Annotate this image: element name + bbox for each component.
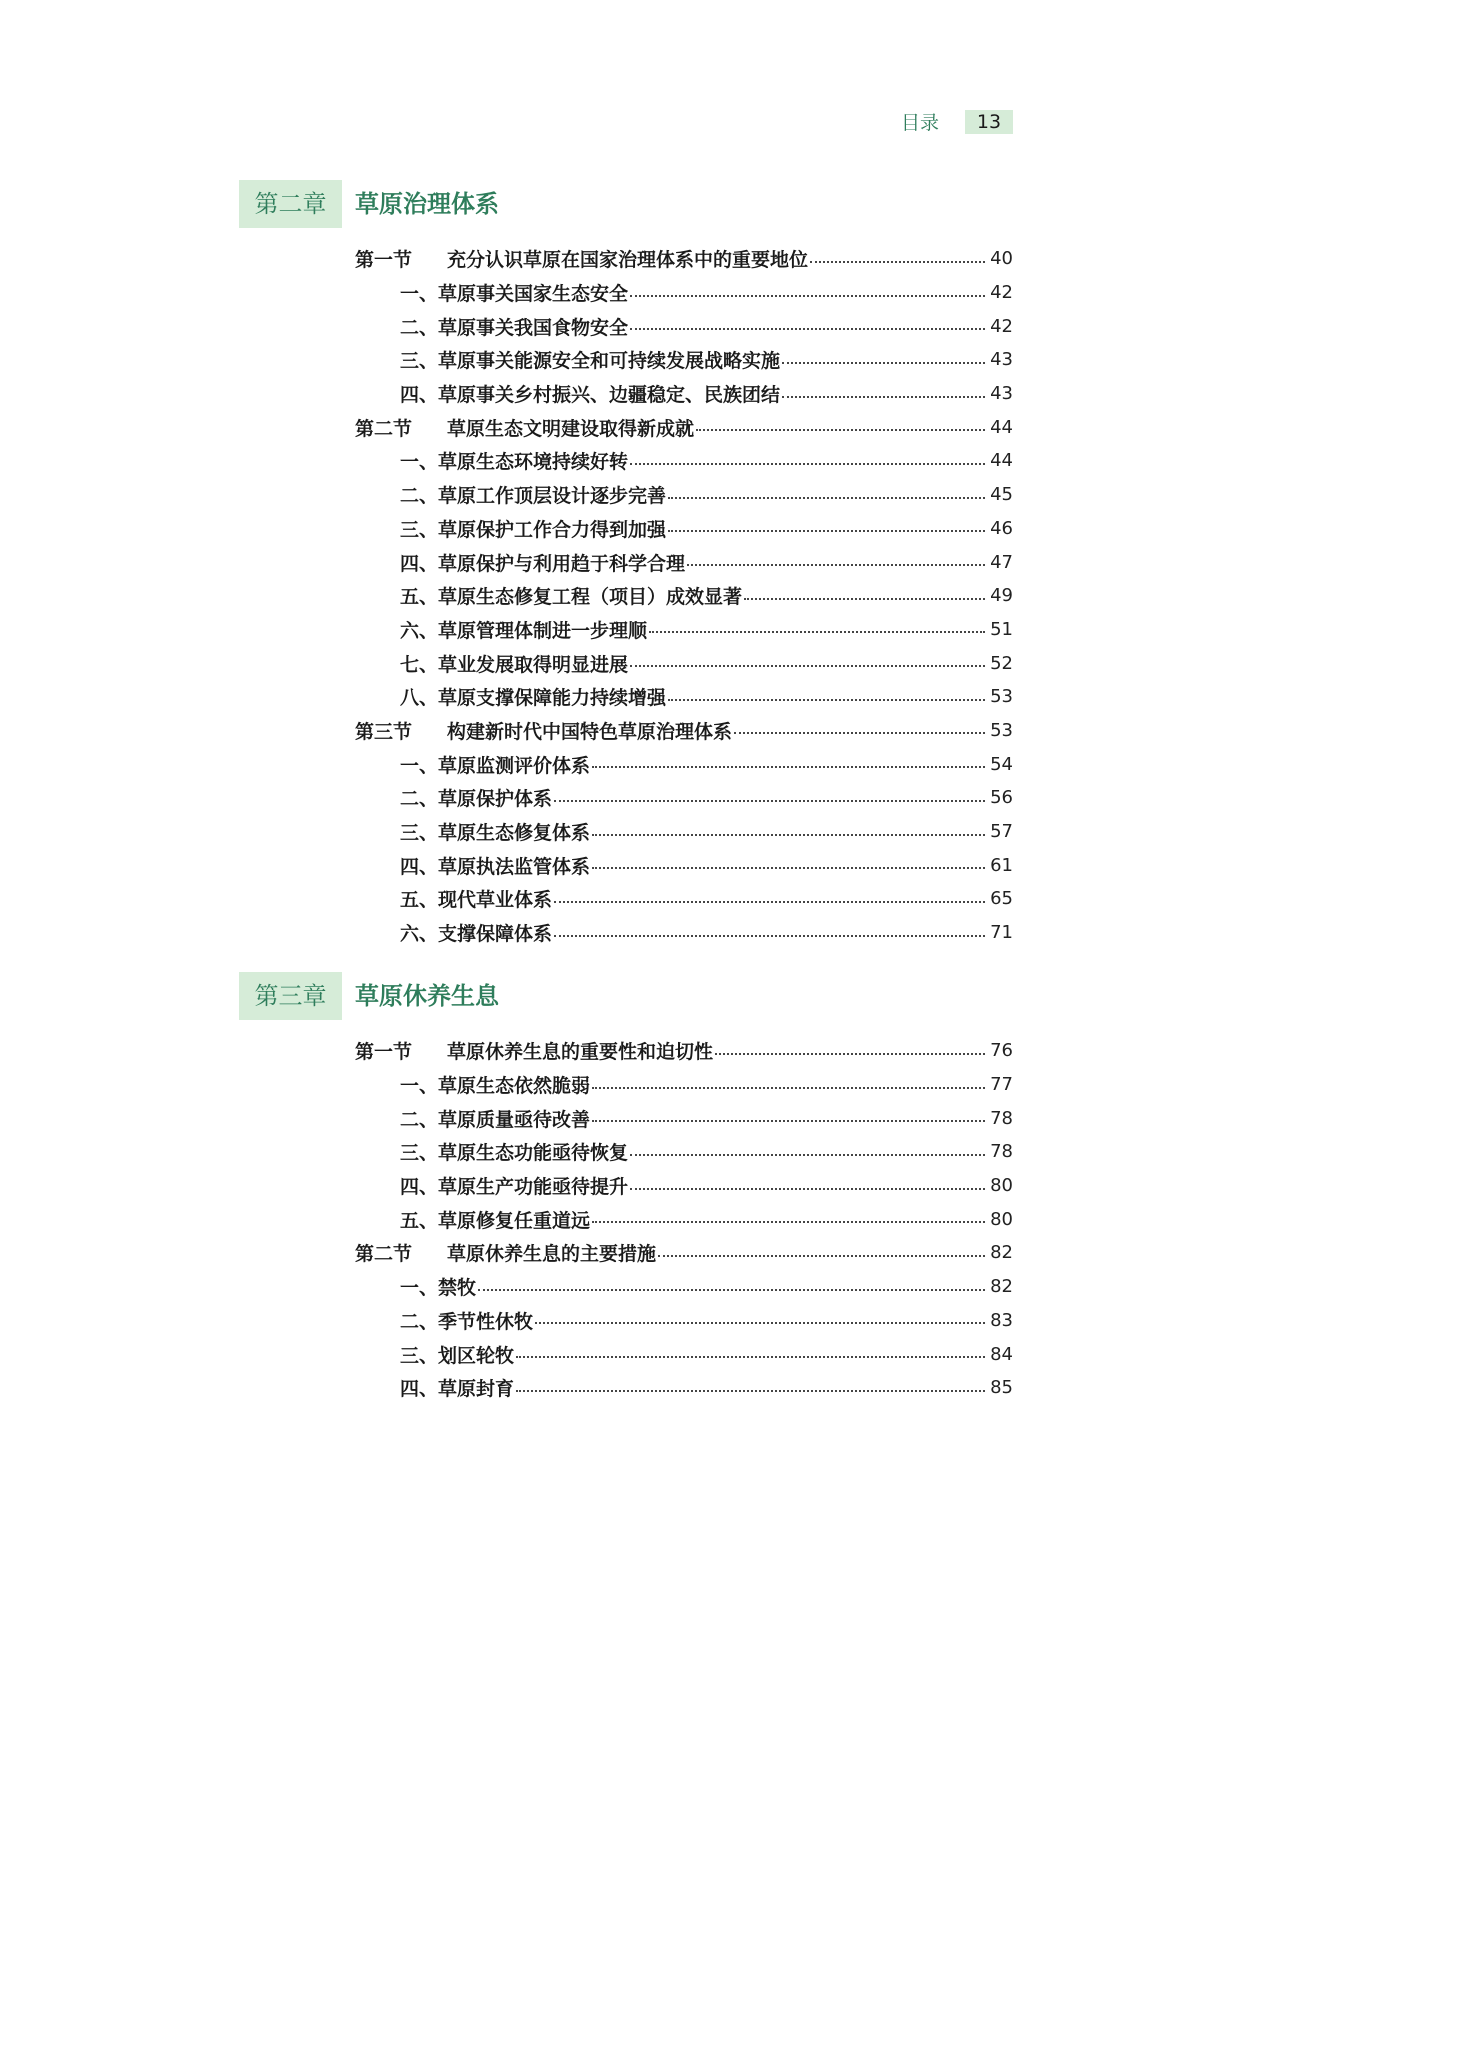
toc-entry-text: [355, 1037, 713, 1064]
subsection-title: 四、草原封育: [400, 1378, 515, 1401]
toc-subsection-row[interactable]: [0, 815, 1103, 849]
toc-entry-text: [400, 515, 666, 542]
running-head-label: 目录: [900, 112, 939, 134]
subsection-title: 二、草原工作顶层设计逐步完善: [400, 485, 667, 508]
dot-leader: [734, 732, 985, 734]
toc-page-number: 84: [990, 1343, 1013, 1365]
dot-leader: [592, 834, 985, 836]
section-label: 第三节: [355, 720, 413, 743]
dot-leader: [782, 396, 985, 398]
toc-subsection-row[interactable]: [0, 646, 1103, 680]
dot-leader: [630, 1188, 985, 1190]
toc-page-number: 43: [990, 383, 1013, 405]
dot-leader: [696, 429, 985, 431]
dot-leader: [630, 665, 985, 667]
subsection-title: 四、草原保护与利用趋于科学合理: [400, 552, 686, 575]
section-title: 草原生态文明建设取得新成就: [447, 417, 695, 440]
subsection-title: 六、草原管理体制进一步理顺: [400, 619, 648, 642]
dot-leader: [630, 328, 985, 330]
dot-leader: [554, 901, 985, 903]
dot-leader: [630, 295, 985, 297]
toc-entry-text: [400, 818, 590, 845]
toc-entry-text: [355, 245, 808, 272]
toc-page-number: 43: [990, 349, 1013, 371]
chapter-number: 第二章: [239, 180, 342, 228]
toc-page-number: 46: [990, 517, 1013, 539]
subsection-title: 二、草原质量亟待改善: [400, 1108, 591, 1131]
subsection-title: 四、草原事关乡村振兴、边疆稳定、民族团结: [400, 384, 781, 407]
toc-page-number: 42: [990, 282, 1013, 304]
chapter-title: 草原治理体系: [355, 190, 499, 218]
subsection-title: 一、草原事关国家生态安全: [400, 283, 629, 306]
section-title: 构建新时代中国特色草原治理体系: [447, 720, 733, 743]
toc-list: [0, 1034, 1103, 1405]
dot-leader: [516, 1390, 985, 1392]
toc-subsection-row[interactable]: [0, 478, 1103, 512]
dot-leader: [668, 530, 985, 532]
toc-entry-text: [400, 346, 780, 373]
subsection-title: 一、草原监测评价体系: [400, 754, 591, 777]
toc-subsection-row[interactable]: [0, 343, 1103, 377]
dot-leader: [516, 1356, 985, 1358]
dot-leader: [478, 1289, 985, 1291]
toc-entry-text: [400, 1071, 590, 1098]
subsection-title: 五、现代草业体系: [400, 889, 553, 912]
dot-leader: [630, 463, 985, 465]
toc-entry-text: [400, 751, 590, 778]
toc-page-number: 45: [990, 484, 1013, 506]
toc-entry-text: [400, 380, 780, 407]
toc-entry-text: [400, 1307, 533, 1334]
dot-leader: [782, 362, 985, 364]
chapter-block: [0, 180, 1103, 949]
section-label: 第二节: [355, 417, 413, 440]
toc-entry-text: [400, 447, 628, 474]
toc-page-number: 77: [990, 1074, 1013, 1096]
chapter-heading: [0, 972, 1103, 1020]
toc-entry-text: [400, 683, 666, 710]
toc-entry-text: [400, 582, 742, 609]
dot-leader: [668, 699, 985, 701]
section-title: 草原休养生息的主要措施: [447, 1243, 657, 1266]
dot-leader: [592, 1120, 985, 1122]
dot-leader: [592, 867, 985, 869]
toc-page-number: 49: [990, 585, 1013, 607]
toc-entry-text: [400, 279, 628, 306]
toc-list: [0, 242, 1103, 949]
toc-page-number: 80: [990, 1208, 1013, 1230]
subsection-title: 二、季节性休牧: [400, 1310, 534, 1333]
toc-entry-text: [355, 717, 732, 744]
subsection-title: 八、草原支撑保障能力持续增强: [400, 687, 667, 710]
dot-leader: [592, 766, 985, 768]
toc-subsection-row[interactable]: [0, 276, 1103, 310]
toc-entry-text: [400, 1105, 590, 1132]
toc-subsection-row[interactable]: [0, 1169, 1103, 1203]
toc-entry-text: [400, 885, 552, 912]
toc-page-number: 53: [990, 686, 1013, 708]
toc-page-number: 80: [990, 1175, 1013, 1197]
toc-subsection-row[interactable]: [0, 444, 1103, 478]
toc-entry-text: [400, 313, 628, 340]
toc-entry-text: [400, 616, 647, 643]
page-number: 13: [965, 110, 1013, 134]
subsection-title: 一、草原生态环境持续好转: [400, 451, 629, 474]
toc-section-row[interactable]: [0, 714, 1103, 748]
toc-entry-text: [400, 650, 628, 677]
toc-subsection-row[interactable]: [0, 613, 1103, 647]
toc-page-number: 42: [990, 315, 1013, 337]
toc-subsection-row[interactable]: [0, 1068, 1103, 1102]
toc-page-number: 57: [990, 821, 1013, 843]
chapter-number: 第三章: [239, 972, 342, 1020]
subsection-title: 三、草原保护工作合力得到加强: [400, 518, 667, 541]
subsection-title: 一、草原生态依然脆弱: [400, 1075, 591, 1098]
toc-page-number: 78: [990, 1141, 1013, 1163]
toc-entry-text: [400, 481, 666, 508]
section-label: 第二节: [355, 1243, 413, 1266]
toc-page-number: 44: [990, 450, 1013, 472]
toc-entry-text: [400, 1138, 628, 1165]
section-label: 第一节: [355, 1041, 413, 1064]
dot-leader: [668, 497, 985, 499]
toc-subsection-row[interactable]: [0, 309, 1103, 343]
toc-entry-text: [400, 1374, 514, 1401]
subsection-title: 二、草原保护体系: [400, 788, 553, 811]
chapter-title: 草原休养生息: [355, 982, 499, 1010]
toc-section-row[interactable]: [0, 242, 1103, 276]
dot-leader: [744, 598, 985, 600]
dot-leader: [658, 1255, 985, 1257]
toc-entry-text: [400, 549, 685, 576]
toc-subsection-row[interactable]: [0, 916, 1103, 950]
chapter-heading: [0, 180, 1103, 228]
toc-page-number: 40: [990, 248, 1013, 270]
subsection-title: 三、草原生态功能亟待恢复: [400, 1142, 629, 1165]
toc-subsection-row[interactable]: [0, 1135, 1103, 1169]
dot-leader: [715, 1053, 985, 1055]
toc-entry-text: [400, 1206, 590, 1233]
dot-leader: [592, 1221, 985, 1223]
subsection-title: 四、草原生产功能亟待提升: [400, 1176, 629, 1199]
toc-page-number: 54: [990, 753, 1013, 775]
toc-entry-text: [400, 784, 552, 811]
toc-subsection-row[interactable]: [0, 680, 1103, 714]
toc-entry-text: [400, 1341, 514, 1368]
subsection-title: 五、草原生态修复工程（项目）成效显著: [400, 586, 743, 609]
toc-page-number: 61: [990, 854, 1013, 876]
toc-page-number: 78: [990, 1107, 1013, 1129]
section-label: 第一节: [355, 249, 413, 272]
toc-subsection-row[interactable]: [0, 747, 1103, 781]
toc-page-number: 44: [990, 416, 1013, 438]
toc-page-number: 47: [990, 551, 1013, 573]
toc-page-number: 76: [990, 1040, 1013, 1062]
toc-page-number: 82: [990, 1276, 1013, 1298]
toc-subsection-row[interactable]: [0, 512, 1103, 546]
subsection-title: 三、草原生态修复体系: [400, 822, 591, 845]
subsection-title: 七、草业发展取得明显进展: [400, 653, 629, 676]
toc-page-number: 85: [990, 1377, 1013, 1399]
toc-section-row[interactable]: [0, 410, 1103, 444]
toc-entry-text: [400, 852, 590, 879]
toc-subsection-row[interactable]: [0, 1337, 1103, 1371]
toc-page-number: 65: [990, 888, 1013, 910]
section-title: 充分认识草原在国家治理体系中的重要地位: [447, 249, 809, 272]
dot-leader: [630, 1154, 985, 1156]
subsection-title: 一、禁牧: [400, 1277, 477, 1300]
toc-subsection-row[interactable]: [0, 1371, 1103, 1405]
dot-leader: [687, 564, 985, 566]
dot-leader: [554, 935, 985, 937]
toc-subsection-row[interactable]: [0, 1202, 1103, 1236]
toc-subsection-row[interactable]: [0, 545, 1103, 579]
toc-subsection-row[interactable]: [0, 1304, 1103, 1338]
dot-leader: [554, 800, 985, 802]
toc-page-number: 52: [990, 652, 1013, 674]
toc-section-row[interactable]: [0, 1236, 1103, 1270]
toc-subsection-row[interactable]: [0, 1270, 1103, 1304]
toc-section-row[interactable]: [0, 1034, 1103, 1068]
dot-leader: [592, 1087, 985, 1089]
toc-subsection-row[interactable]: [0, 848, 1103, 882]
toc-entry-text: [400, 1273, 476, 1300]
toc-entry-text: [400, 1172, 628, 1199]
section-title: 草原休养生息的重要性和迫切性: [447, 1041, 714, 1064]
toc-page-number: 71: [990, 922, 1013, 944]
toc-entry-text: [400, 919, 552, 946]
running-head: [901, 108, 1013, 135]
dot-leader: [649, 631, 985, 633]
dot-leader: [535, 1322, 985, 1324]
toc-page-number: 51: [990, 618, 1013, 640]
toc-page-number: 82: [990, 1242, 1013, 1264]
subsection-title: 三、草原事关能源安全和可持续发展战略实施: [400, 350, 781, 373]
toc-subsection-row[interactable]: [0, 781, 1103, 815]
toc-subsection-row[interactable]: [0, 882, 1103, 916]
toc-page-number: 83: [990, 1309, 1013, 1331]
toc-entry-text: [355, 1239, 656, 1266]
toc-subsection-row[interactable]: [0, 1101, 1103, 1135]
subsection-title: 五、草原修复任重道远: [400, 1209, 591, 1232]
toc-subsection-row[interactable]: [0, 377, 1103, 411]
subsection-title: 四、草原执法监管体系: [400, 855, 591, 878]
toc-page-number: 53: [990, 719, 1013, 741]
toc-subsection-row[interactable]: [0, 579, 1103, 613]
toc-entry-text: [355, 414, 694, 441]
dot-leader: [810, 261, 985, 263]
subsection-title: 六、支撑保障体系: [400, 923, 553, 946]
chapter-block: [0, 972, 1103, 1405]
subsection-title: 二、草原事关我国食物安全: [400, 316, 629, 339]
toc-page-number: 56: [990, 787, 1013, 809]
subsection-title: 三、划区轮牧: [400, 1344, 515, 1367]
